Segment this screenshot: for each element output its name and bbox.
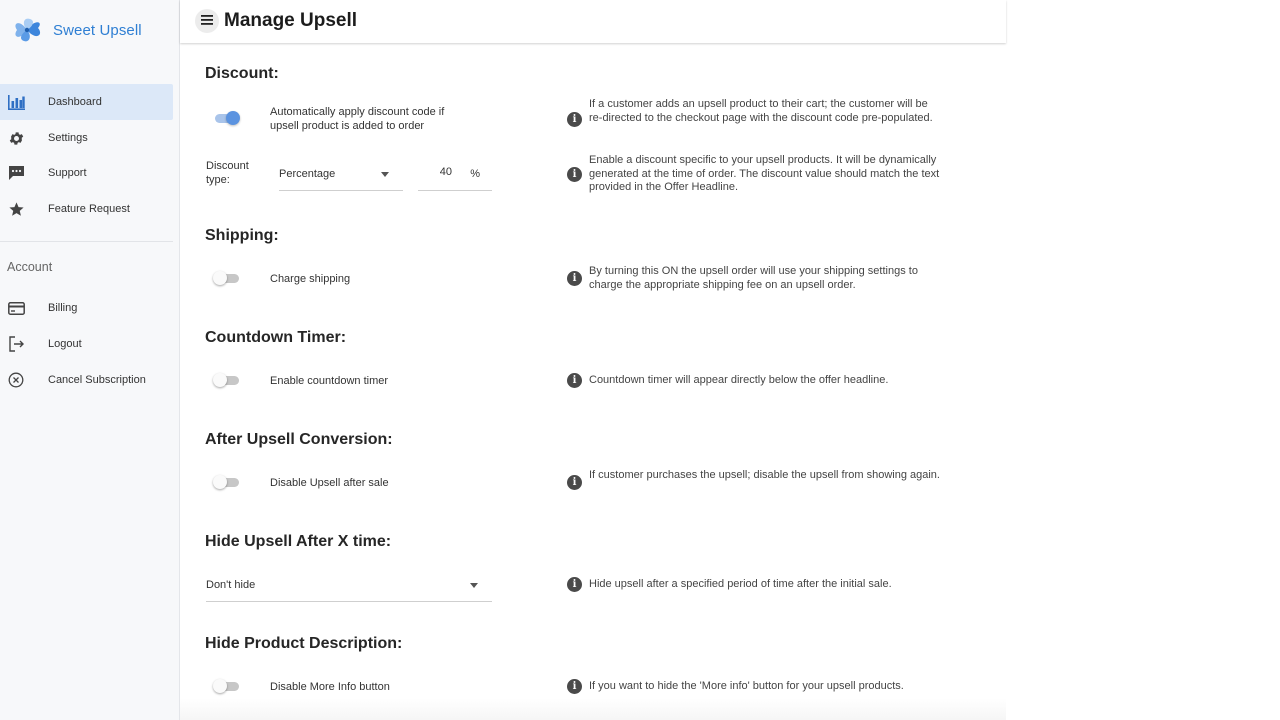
sidebar-item-label: Feature Request [48,203,130,215]
sidebar-item-logout[interactable] [0,326,173,362]
bar-chart-icon [7,93,25,111]
sidebar-item-label: Billing [48,302,78,314]
sidebar-item-settings[interactable] [0,120,173,156]
sidebar-item-billing[interactable] [0,290,173,326]
hide-after-section-title: Hide Upsell After X time: [205,533,392,550]
hide-description-help: If you want to hide the 'More info' button for your upsell products. [589,680,904,692]
star-icon [7,200,25,218]
credit-card-icon [7,299,25,317]
gear-icon [7,129,25,147]
countdown-section-title: Countdown Timer: [205,329,347,346]
sidebar [0,0,180,720]
cancel-circle-icon [7,371,25,389]
logout-icon [7,335,25,353]
auto-apply-discount-label: Automatically apply discount code if upsell product is added to order [270,106,445,132]
sidebar-item-support[interactable] [0,155,173,191]
menu-toggle-button[interactable] [195,9,219,33]
brand-name: Sweet Upsell [53,21,142,39]
sidebar-item-label: Settings [48,132,88,144]
discount-type-select[interactable] [279,157,403,191]
top-header [180,0,1006,43]
shipping-section-title: Shipping: [205,227,279,244]
info-icon: i [567,679,582,694]
shipping-help: By turning this ON the upsell order will use your shipping settings to charge the appropriate shipping fee on an upsell order. [589,265,918,291]
conversion-section-title: After Upsell Conversion: [205,431,393,448]
chevron-down-icon [470,583,478,588]
info-icon: i [567,167,582,182]
discount-type-help: Enable a discount specific to your upsell products. It will be dynamically generated at the time of order. The discount value should match the text provided in the Offer Headline. [589,154,940,193]
chat-bubble-icon [7,164,25,182]
toggle-thumb [213,679,227,693]
sidebar-item-label: Logout [48,338,82,350]
charge-shipping-toggle[interactable] [213,271,241,287]
toggle-thumb [213,475,227,489]
account-heading: Account [7,260,53,274]
charge-shipping-label: Charge shipping [270,273,351,285]
auto-apply-discount-toggle[interactable] [213,111,241,127]
info-icon: i [567,475,582,490]
sidebar-item-label: Cancel Subscription [48,374,146,386]
disable-more-info-toggle[interactable] [213,679,241,695]
discount-section-title: Discount: [205,65,279,82]
sidebar-item-label: Dashboard [48,96,102,108]
hide-description-section-title: Hide Product Description: [205,635,403,652]
disable-after-sale-label: Disable Upsell after sale [270,477,389,489]
countdown-timer-label: Enable countdown timer [270,375,389,387]
info-icon: i [567,373,582,388]
hide-after-help: Hide upsell after a specified period of time after the initial sale. [589,578,892,590]
discount-amount-input[interactable] [418,166,452,178]
hide-after-select[interactable] [206,568,492,602]
sweet-upsell-logo-icon [8,15,46,45]
discount-type-label: Discount type: [206,160,249,186]
toggle-thumb [226,111,240,125]
percent-unit: % [470,168,480,180]
conversion-help: If customer purchases the upsell; disable the upsell from showing again. [589,469,940,481]
info-icon: i [567,271,582,286]
info-icon: i [567,112,582,127]
toggle-thumb [213,373,227,387]
brand-logo-link[interactable] [8,14,142,46]
auto-apply-discount-help: If a customer adds an upsell product to their cart; the customer will be re-directed to the checkout page with the discount code pre-populated. [589,98,933,124]
chevron-down-icon [381,172,389,177]
main-content [180,43,1006,720]
page-title: Manage Upsell [224,10,358,31]
disable-after-sale-toggle[interactable] [213,475,241,491]
countdown-timer-toggle[interactable] [213,373,241,389]
countdown-help: Countdown timer will appear directly below the offer headline. [589,374,889,386]
sidebar-item-feature-request[interactable] [0,191,173,227]
sidebar-item-label: Support [48,167,87,179]
sidebar-item-cancel-subscription[interactable] [0,362,173,398]
discount-type-value: Percentage [279,168,336,180]
sidebar-item-dashboard[interactable] [0,84,173,120]
sidebar-divider [0,241,173,242]
discount-amount-field[interactable] [418,157,492,191]
hamburger-menu-icon [201,12,213,30]
disable-more-info-label: Disable More Info button [270,681,390,693]
info-icon: i [567,577,582,592]
hide-after-value: Don't hide [206,579,256,591]
toggle-thumb [213,271,227,285]
